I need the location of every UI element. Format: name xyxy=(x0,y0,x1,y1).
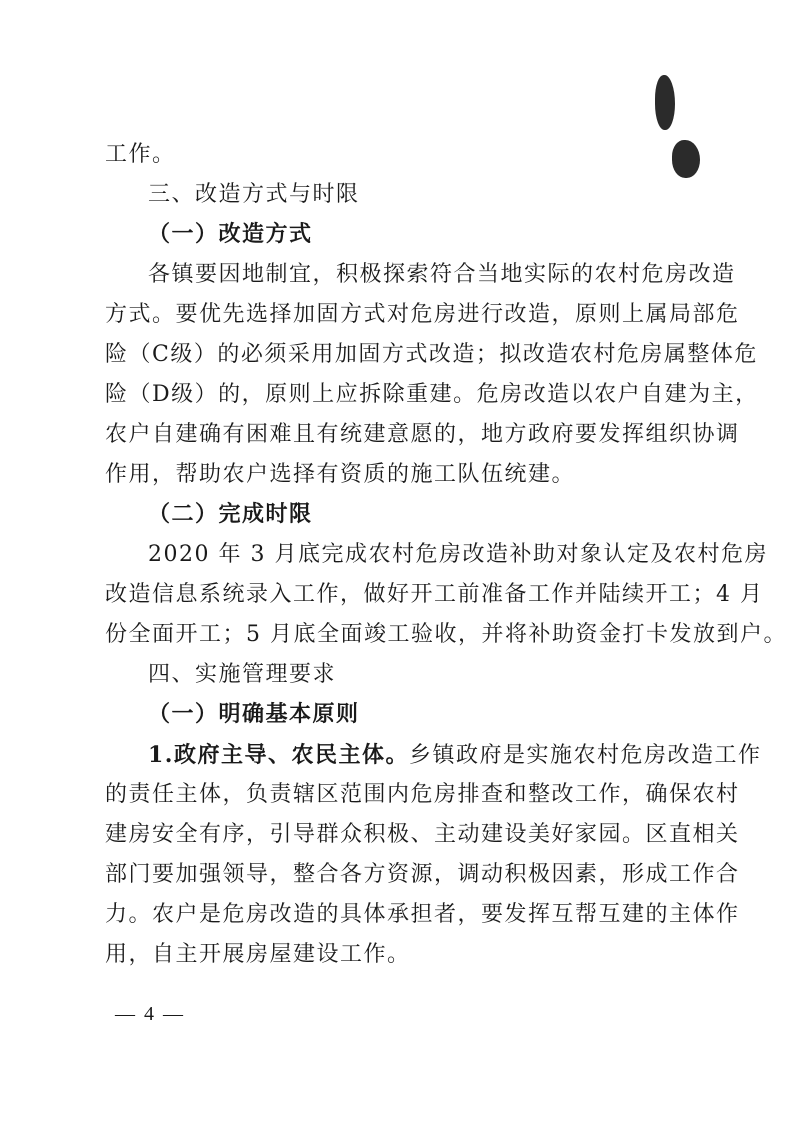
subsection-heading: （二）完成时限 xyxy=(148,502,313,527)
principle-text: 乡镇政府是实施农村危房改造工作 xyxy=(408,743,762,768)
body-text-line: 用，自主开展房屋建设工作。 xyxy=(105,942,411,967)
section-heading: 三、改造方式与时限 xyxy=(148,182,360,207)
body-text-line: 作用，帮助农户选择有资质的施工队伍统建。 xyxy=(105,462,576,487)
body-text-line xyxy=(148,740,762,770)
principle-title: 1.政府主导、农民主体。 xyxy=(148,742,409,768)
body-text-line: 工作。 xyxy=(105,142,176,167)
subsection-heading: （一）改造方式 xyxy=(148,222,313,247)
body-text-line: 2020 年 3 月底完成农村危房改造补助对象认定及农村危房 xyxy=(148,542,768,567)
body-text-line: 的责任主体，负责辖区范围内危房排查和整改工作，确保农村 xyxy=(105,782,740,807)
body-text-line: 险（C级）的必须采用加固方式改造；拟改造农村危房属整体危 xyxy=(105,342,758,367)
body-text-line: 力。农户是危房改造的具体承担者，要发挥互帮互建的主体作 xyxy=(105,902,740,927)
scan-mark xyxy=(655,75,675,130)
body-text-line: 各镇要因地制宜，积极探索符合当地实际的农村危房改造 xyxy=(148,262,736,287)
section-heading: 四、实施管理要求 xyxy=(148,662,337,687)
body-text-line: 方式。要优先选择加固方式对危房进行改造，原则上属局部危 xyxy=(105,302,740,327)
body-text-line: 建房安全有序，引导群众积极、主动建设美好家园。区直相关 xyxy=(105,822,740,847)
page-number: — 4 — xyxy=(115,1003,185,1025)
body-text-line: 农户自建确有困难且有统建意愿的，地方政府要发挥组织协调 xyxy=(105,422,740,447)
body-text-line: 改造信息系统录入工作，做好开工前准备工作并陆续开工；4 月 xyxy=(105,582,764,607)
body-text-line: 份全面开工；5 月底全面竣工验收，并将补助资金打卡发放到户。 xyxy=(105,622,787,647)
subsection-heading: （一）明确基本原则 xyxy=(148,702,360,727)
body-text-line: 部门要加强领导，整合各方资源，调动积极因素，形成工作合 xyxy=(105,862,740,887)
body-text-line: 险（D级）的，原则上应拆除重建。危房改造以农户自建为主， xyxy=(105,382,759,407)
